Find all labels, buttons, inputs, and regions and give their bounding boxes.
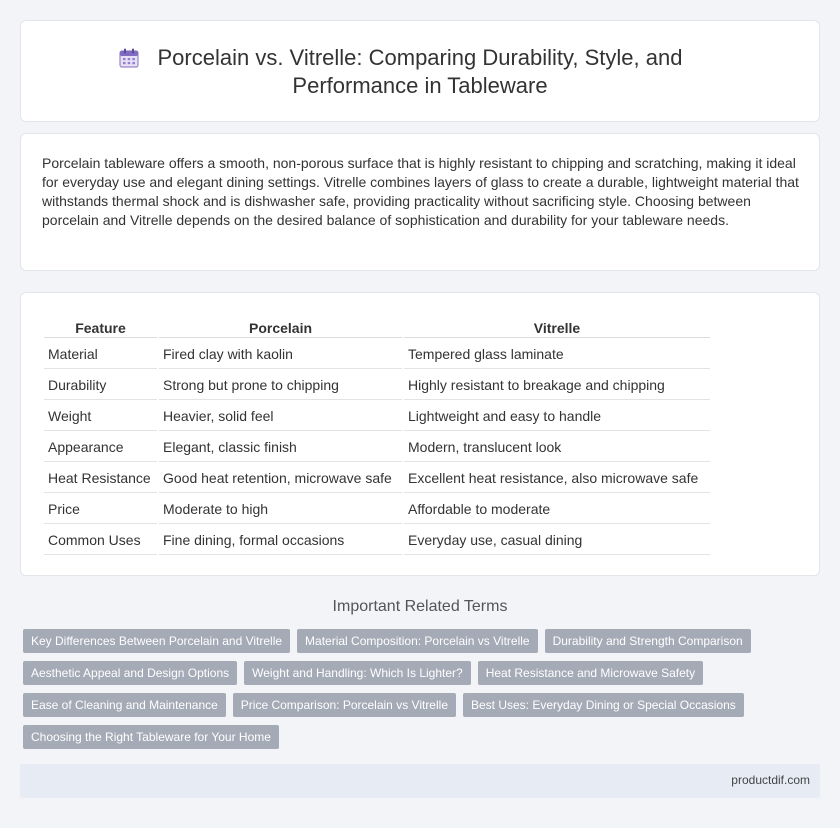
comparison-table [42,316,712,557]
related-term-tag[interactable]: Weight and Handling: Which Is Lighter? [244,661,471,685]
cell-vitrelle: Modern, translucent look [404,433,710,462]
related-term-tag[interactable]: Key Differences Between Porcelain and Vitrelle [23,629,290,653]
cell-porcelain: Heavier, solid feel [159,402,402,431]
cell-vitrelle: Excellent heat resistance, also microwave safe [404,464,710,493]
table-row [44,402,710,431]
footer-site-name: productdif.com [731,773,810,787]
table-row [44,433,710,462]
page-title: Porcelain vs. Vitrelle: Comparing Durability, Style, and Performance in Tableware [157,45,683,98]
cell-feature: Material [44,340,157,369]
cell-porcelain: Elegant, classic finish [159,433,402,462]
comparison-table-card [20,292,820,576]
related-term-tag[interactable]: Choosing the Right Tableware for Your Home [23,725,279,749]
cell-feature: Appearance [44,433,157,462]
header-feature: Feature [44,318,157,338]
header-vitrelle: Vitrelle [404,318,710,338]
related-terms-heading: Important Related Terms [332,598,508,615]
cell-vitrelle: Tempered glass laminate [404,340,710,369]
table-header-row [44,318,710,338]
table-row [44,371,710,400]
cell-vitrelle: Everyday use, casual dining [404,526,710,555]
cell-vitrelle: Affordable to moderate [404,495,710,524]
cell-feature: Heat Resistance [44,464,157,493]
intro-paragraph: Porcelain tableware offers a smooth, non-porous surface that is highly resistant to chipping and scratching, making it ideal for everyday use and elegant dining settings. Vitrelle combines layers of glass to create a durable, lightweight material that withstands thermal shock and is dishwasher safe, providing practicality without sacrificing style. Choosing between porcelain and Vitrelle depends on the desired balance of sophistication and durability for your tableware needs. [42,155,799,228]
title-card [20,20,820,122]
footer [20,764,820,798]
related-term-tag[interactable]: Durability and Strength Comparison [545,629,751,653]
header-porcelain: Porcelain [159,318,402,338]
cell-feature: Common Uses [44,526,157,555]
related-term-tag[interactable]: Ease of Cleaning and Maintenance [23,693,226,717]
cell-feature: Weight [44,402,157,431]
related-term-tag[interactable]: Price Comparison: Porcelain vs Vitrelle [233,693,456,717]
intro-card [20,133,820,271]
cell-porcelain: Fired clay with kaolin [159,340,402,369]
cell-porcelain: Fine dining, formal occasions [159,526,402,555]
table-row [44,495,710,524]
cell-feature: Durability [44,371,157,400]
related-terms-list [23,629,803,749]
cell-porcelain: Strong but prone to chipping [159,371,402,400]
cell-feature: Price [44,495,157,524]
cell-vitrelle: Lightweight and easy to handle [404,402,710,431]
related-term-tag[interactable]: Best Uses: Everyday Dining or Special Occasions [463,693,744,717]
table-row [44,340,710,369]
related-term-tag[interactable]: Material Composition: Porcelain vs Vitrelle [297,629,538,653]
related-term-tag[interactable]: Aesthetic Appeal and Design Options [23,661,237,685]
table-row [44,464,710,493]
cell-vitrelle: Highly resistant to breakage and chipping [404,371,710,400]
cell-porcelain: Moderate to high [159,495,402,524]
table-row [44,526,710,555]
related-term-tag[interactable]: Heat Resistance and Microwave Safety [478,661,703,685]
cell-porcelain: Good heat retention, microwave safe [159,464,402,493]
